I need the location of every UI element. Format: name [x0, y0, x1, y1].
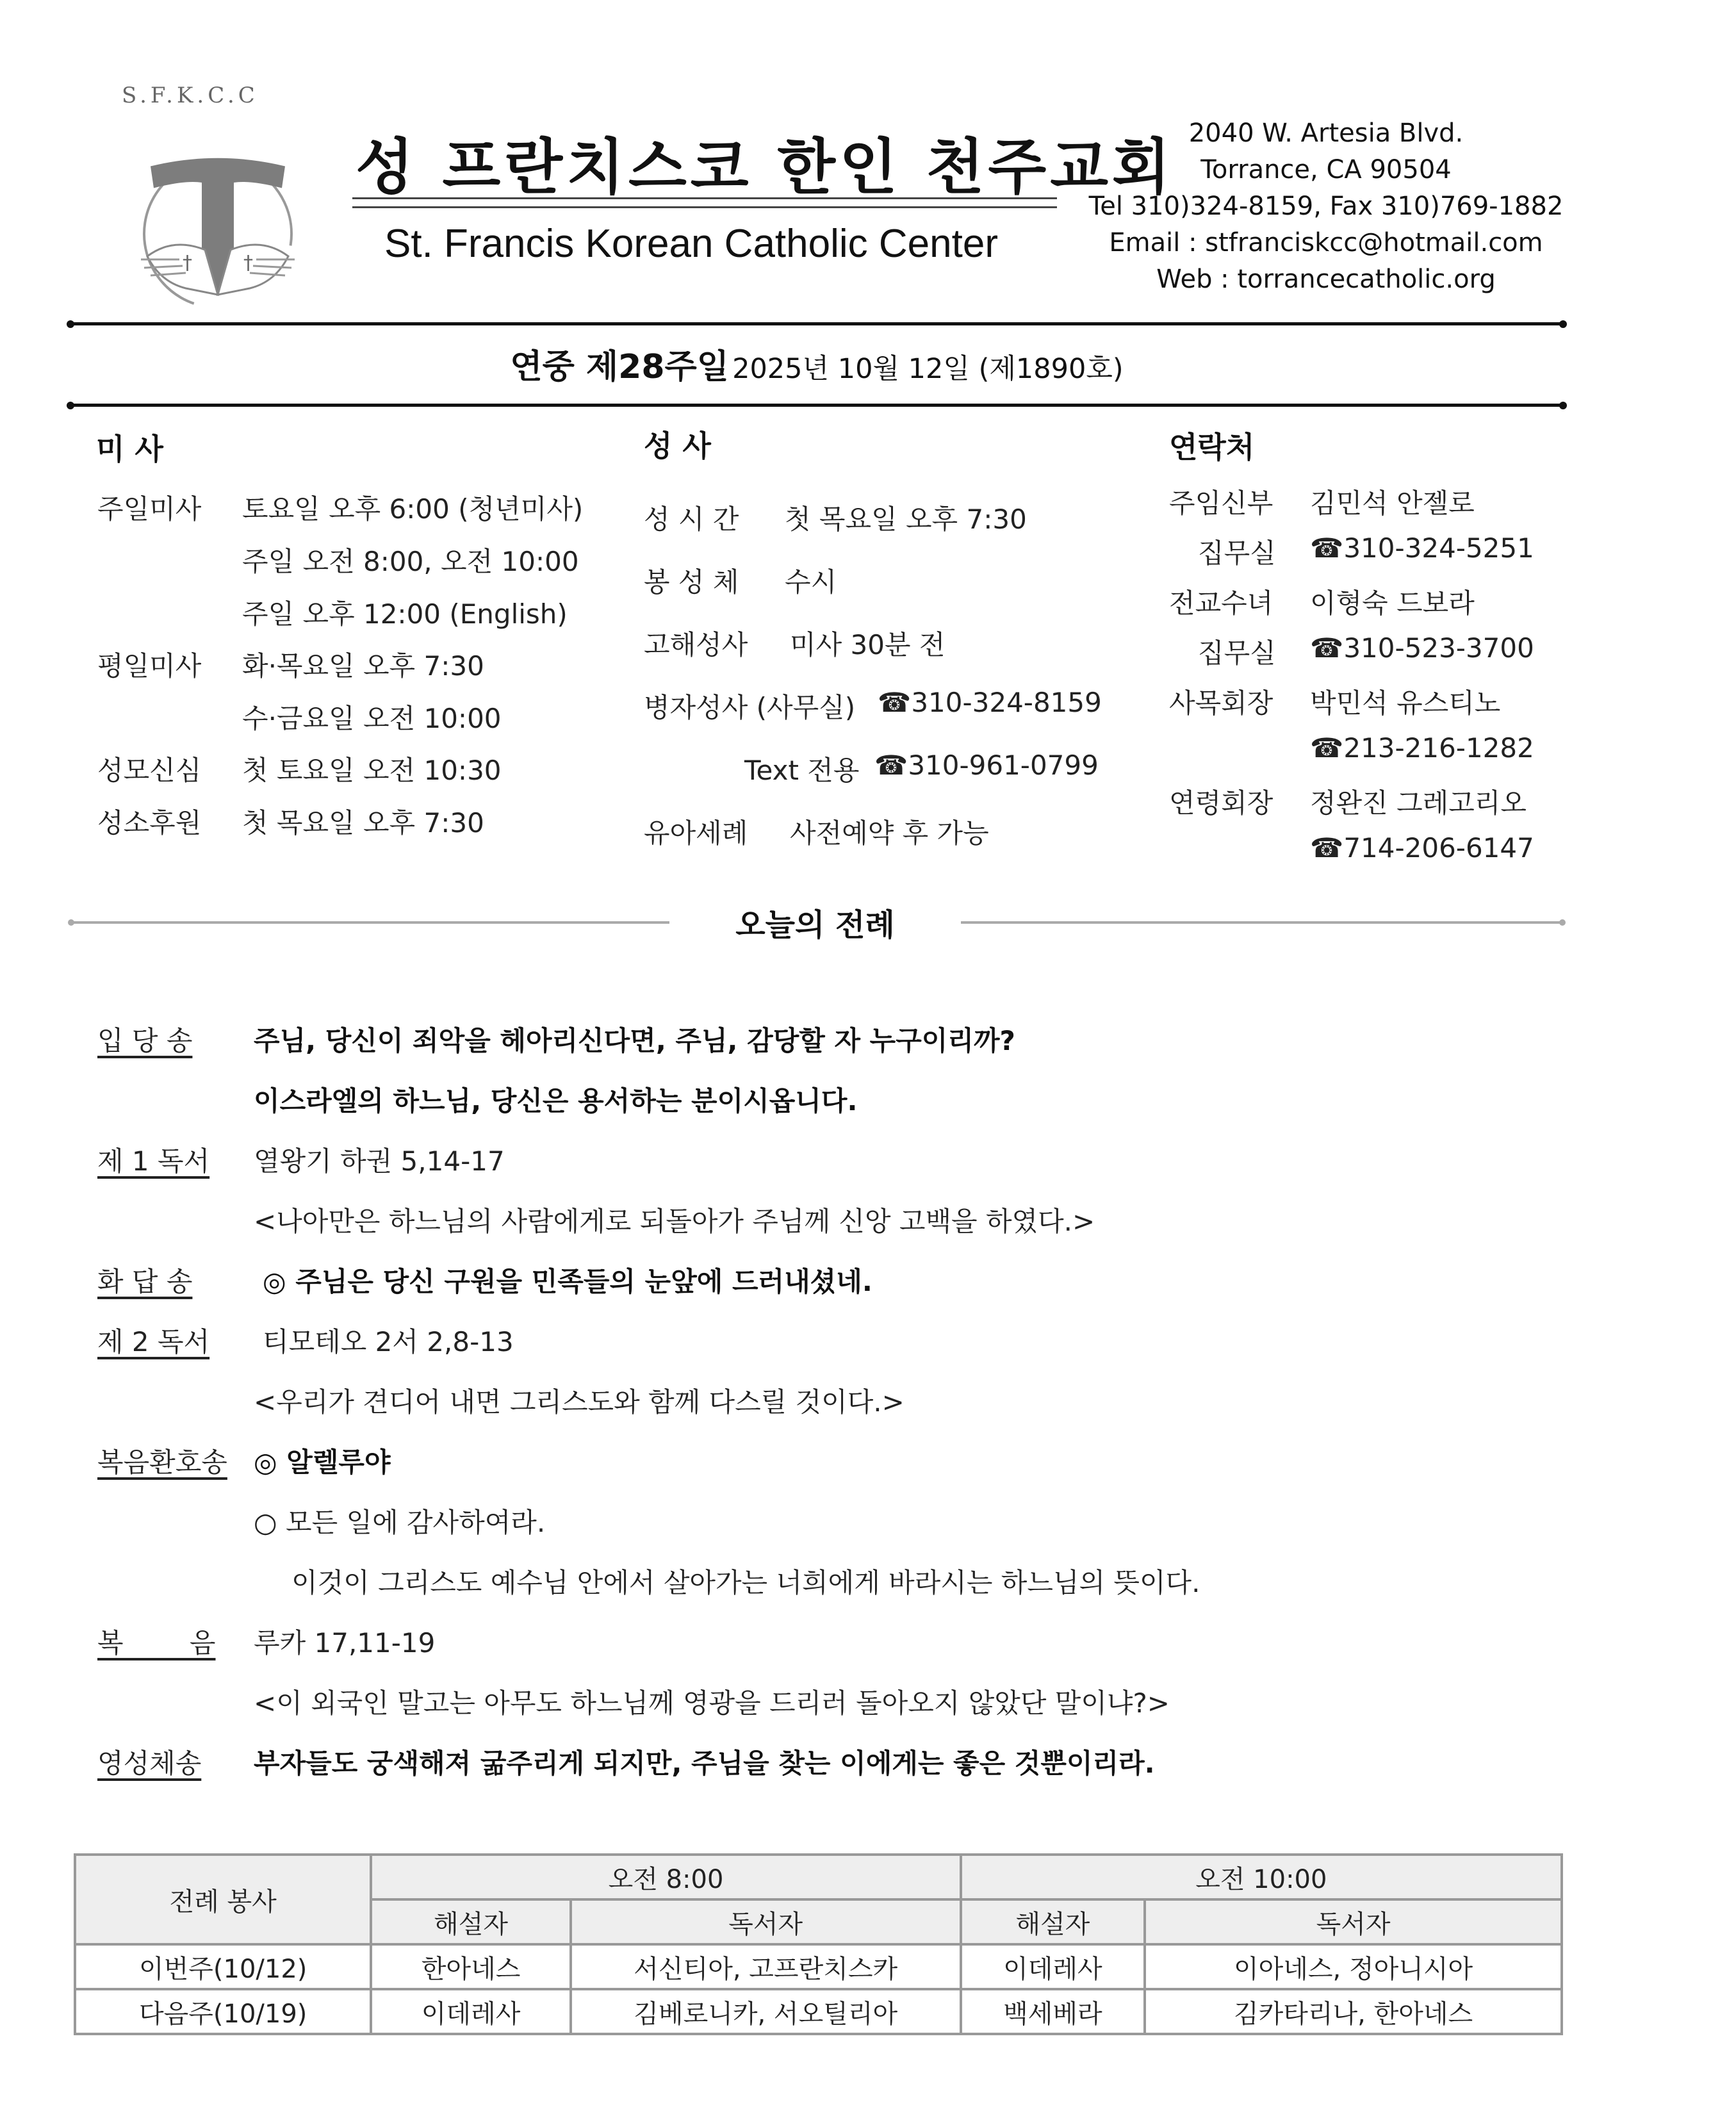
- council-president-phone[interactable]: ☎213-216-1282: [1310, 732, 1534, 764]
- reading2-summary: <우리가 견디어 내면 그리스도와 함께 다스릴 것이다.>: [254, 1386, 905, 1418]
- alleluia-verse: ○ 모든 일에 감사하여라.: [254, 1507, 546, 1538]
- liturgy-title: 오늘의 전례: [735, 907, 895, 943]
- lector-header: 독서자: [1145, 1899, 1562, 1944]
- psalm-response: ◎ 주님은 당신 구원을 민족들의 눈앞에 드러내셨네.: [263, 1266, 872, 1297]
- vocation-time: 첫 목요일 오후 7:30: [242, 807, 484, 839]
- funeral-president-name: 정완진 그레고리오: [1310, 787, 1527, 819]
- entrance-antiphon: 이스라엘의 하느님, 당신은 용서하는 분이시옵니다.: [254, 1085, 858, 1117]
- vocation-label: 성소후원: [97, 807, 202, 839]
- issue-date: 2025년 10월 12일 (제1890호): [732, 353, 1124, 385]
- email-line[interactable]: Email : stfranciskcc@hotmail.com: [1109, 228, 1543, 258]
- alleluia-response: ◎ 알렐루야: [254, 1447, 391, 1478]
- rule-dot: [67, 402, 74, 409]
- header-rule: [70, 322, 1563, 325]
- mass2-header: 오전 10:00: [961, 1855, 1562, 1899]
- weekday-mass-time: 수·금요일 오전 10:00: [242, 703, 502, 734]
- sunday-title: 연중 제28주일: [510, 348, 729, 386]
- sunday-mass-time: 토요일 오후 6:00 (청년미사): [242, 493, 584, 525]
- marian-time: 첫 토요일 오전 10:30: [242, 755, 502, 786]
- svg-text:†: †: [183, 252, 192, 274]
- reading2-citation: 티모테오 2서 2,8-13: [263, 1326, 514, 1357]
- council-president-label: 사목회장: [1169, 687, 1273, 719]
- entrance-antiphon: 주님, 당신이 죄악을 헤아리신다면, 주님, 감당할 자 누구이리까?: [254, 1025, 1015, 1056]
- sister-office-phone[interactable]: ☎310-523-3700: [1310, 632, 1534, 664]
- duty-corner-header: 전례 봉사: [75, 1855, 371, 1944]
- communion-antiphon: 부자들도 궁색해져 굶주리게 되지만, 주님을 찾는 이에게는 좋은 것뿐이리라.: [254, 1748, 1155, 1779]
- rule-dot: [1559, 402, 1567, 409]
- text-only-label: Text 전용: [744, 755, 860, 786]
- church-name-english: St. Francis Korean Catholic Center: [384, 222, 998, 266]
- gospel-summary: <이 외국인 말고는 아무도 하느님께 영광을 드리러 돌아오지 않았단 말이냐?>: [254, 1687, 1170, 1719]
- baptism-value: 사전예약 후 가능: [790, 817, 989, 849]
- communion-sick-value: 수시: [785, 566, 837, 598]
- weekday-mass-time: 화·목요일 오후 7:30: [242, 650, 484, 682]
- church-contact-info: [1083, 115, 1736, 298]
- week-cell: 다음주(10/19): [75, 1989, 371, 2034]
- funeral-president-phone[interactable]: ☎714-206-6147: [1310, 832, 1534, 864]
- divider-dot: [68, 919, 74, 926]
- church-logo: [122, 83, 314, 314]
- office-label: 집무실: [1198, 637, 1276, 669]
- lector-cell: 서신티아, 고프란치스카: [571, 1944, 961, 1989]
- gospel-citation: 루카 17,11-19: [254, 1627, 436, 1659]
- anointing-phone[interactable]: ☎310-324-8159: [878, 687, 1102, 718]
- liturgy-divider: [70, 921, 669, 924]
- baptism-label: 유아세례: [644, 817, 748, 849]
- sacrament-title: 성 사: [644, 429, 711, 463]
- sunday-mass-time: 주일 오전 8:00, 오전 10:00: [242, 546, 579, 577]
- lector-cell: 김카타리나, 한아네스: [1145, 1989, 1562, 2034]
- city-line: Torrance, CA 90504: [1200, 155, 1452, 184]
- sunday-mass-time: 주일 오후 12:00 (English): [242, 598, 568, 630]
- reading1-summary: <나아만은 하느님의 사람에게로 되돌아가 주님께 신앙 고백을 하였다.>: [254, 1206, 1095, 1237]
- reading2-label: 제 2 독서: [97, 1326, 210, 1357]
- adoration-time: 첫 목요일 오후 7:30: [785, 504, 1027, 535]
- text-only-phone[interactable]: ☎310-961-0799: [874, 750, 1099, 781]
- title-divider: [352, 197, 1057, 199]
- alleluia-verse: 이것이 그리스도 예수님 안에서 살아가는 너희에게 바라시는 하느님의 뜻이다.: [291, 1567, 1200, 1598]
- commentator-cell: 이데레사: [371, 1989, 570, 2034]
- sister-name: 이형숙 드보라: [1310, 587, 1475, 619]
- pastor-name: 김민석 안젤로: [1310, 488, 1475, 519]
- anointing-label: 병자성사 (사무실): [644, 692, 856, 723]
- sunday-mass-label: 주일미사: [97, 493, 202, 525]
- council-president-name: 박민석 유스티노: [1310, 687, 1501, 719]
- lector-header: 독서자: [571, 1899, 961, 1944]
- rule-dot: [1559, 320, 1567, 328]
- mass-title: 미 사: [96, 432, 163, 466]
- commentator-header: 해설자: [371, 1899, 570, 1944]
- logo-text: S.F.K.C.C: [122, 83, 259, 108]
- table-row: [75, 1989, 1562, 2034]
- weekday-mass-label: 평일미사: [97, 650, 202, 682]
- church-name-korean: 성 프란치스코 한인 천주교회: [356, 133, 1174, 202]
- communion-label: 영성체송: [97, 1748, 202, 1779]
- address-line: 2040 W. Artesia Blvd.: [1188, 119, 1464, 148]
- contacts-title: 연락처: [1169, 430, 1255, 464]
- commentator-header: 해설자: [961, 1899, 1145, 1944]
- svg-text:†: †: [243, 252, 253, 274]
- confession-label: 고해성사: [644, 629, 748, 660]
- alleluia-label: 복음환호송: [97, 1447, 227, 1478]
- issue-line: [0, 340, 1634, 388]
- week-cell: 이번주(10/12): [75, 1944, 371, 1989]
- commentator-cell: 한아네스: [371, 1944, 570, 1989]
- rule-dot: [67, 320, 74, 328]
- reading1-citation: 열왕기 하권 5,14-17: [254, 1145, 505, 1177]
- office-label: 집무실: [1198, 537, 1276, 569]
- commentator-cell: 백세베라: [961, 1989, 1145, 2034]
- commentator-cell: 이데레사: [961, 1944, 1145, 1989]
- adoration-label: 성 시 간: [644, 504, 739, 535]
- entrance-label: 입 당 송: [97, 1025, 193, 1056]
- gospel-label: 복 음: [97, 1627, 216, 1659]
- funeral-president-label: 연령회장: [1169, 787, 1273, 819]
- liturgical-duty-table: [74, 1853, 1563, 2035]
- title-divider: [352, 206, 1057, 208]
- mass1-header: 오전 8:00: [371, 1855, 960, 1899]
- lector-cell: 김베로니카, 서오틸리아: [571, 1989, 961, 2034]
- marian-label: 성모신심: [97, 755, 202, 786]
- divider-dot: [1559, 919, 1566, 926]
- communion-sick-label: 봉 성 체: [644, 566, 739, 598]
- reading1-label: 제 1 독서: [97, 1145, 210, 1177]
- web-line[interactable]: Web : torrancecatholic.org: [1156, 265, 1496, 294]
- liturgy-divider: [961, 921, 1563, 924]
- phone-line: Tel 310)324-8159, Fax 310)769-1882: [1088, 192, 1564, 221]
- confession-time: 미사 30분 전: [790, 629, 946, 660]
- table-row: [75, 1944, 1562, 1989]
- pastor-office-phone[interactable]: ☎310-324-5251: [1310, 532, 1534, 564]
- issue-rule: [70, 404, 1563, 407]
- lector-cell: 이아네스, 정아니시아: [1145, 1944, 1562, 1989]
- pastor-label: 주임신부: [1169, 488, 1273, 519]
- psalm-label: 화 답 송: [97, 1266, 193, 1297]
- sister-label: 전교수녀: [1169, 587, 1273, 619]
